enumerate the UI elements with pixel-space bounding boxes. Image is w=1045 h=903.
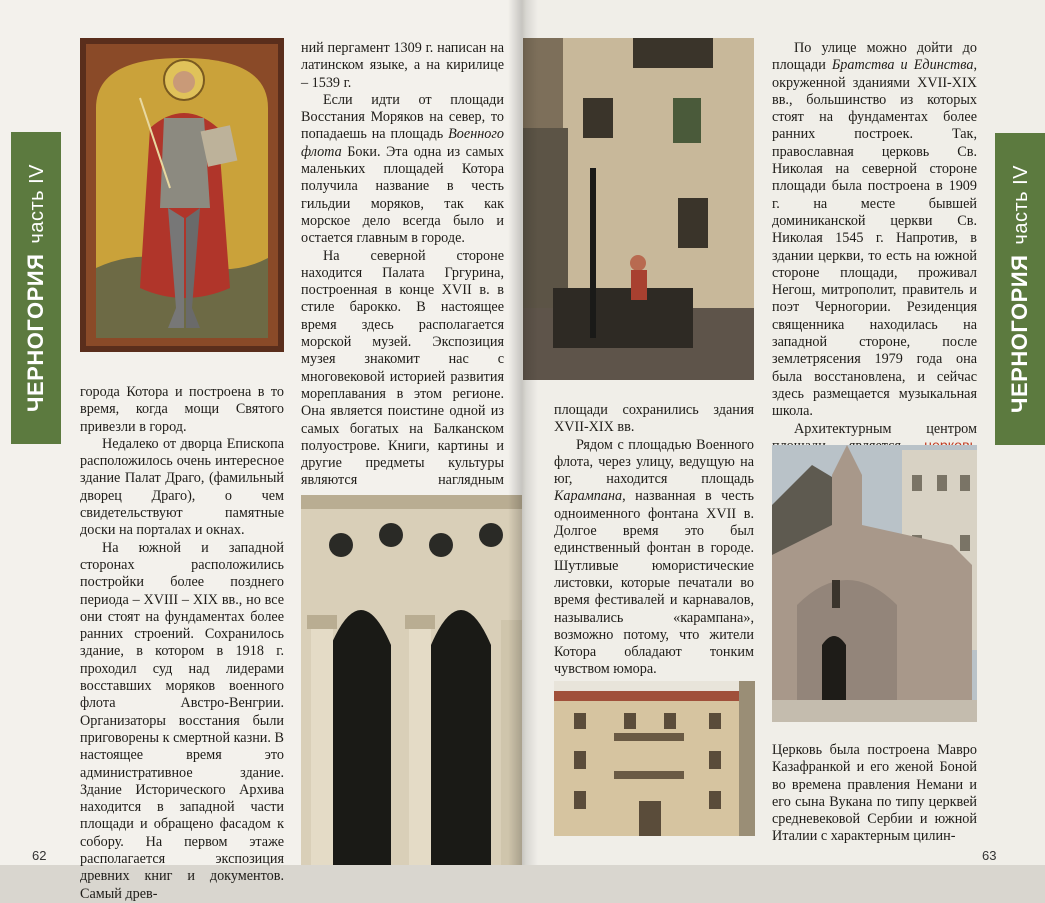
text-span: , окруженной зданиями XVII-XIX вв., большинство из которых стоят на фундаментах более ранних построек. Так, православная церковь Св. Николая на северной стороне площади была построена в 1909 г. на месте бывшей доминиканской церкви Св. Николая 1545 г. Напротив, в здании церкви, то есть на южной стороне площади, проживал Негош, митрополит, правитель и поэт Черногории. Резиденция священника находилась на западной стороне, после землетрясения 1979 года она была восстановлена, и сейчас здесь размещается музыкальная школа. [772, 57, 977, 420]
right-page [522, 0, 1045, 865]
place-name: Карампана [554, 488, 623, 505]
place-name: Военного флота [301, 126, 504, 160]
paragraph [301, 92, 504, 248]
tab-country-right: ЧЕРНОГОРИЯ [1007, 254, 1033, 413]
st-luke-church-photo [772, 445, 977, 722]
text-span: Рядом с площадью Военного флота, через улицу, ведущую на юг, находится площадь [554, 436, 754, 488]
text-span: , названная в честь одноименного фонтана XVII в. Долгое время это был единственный фонтан в городе. Шутливые юмористические листовки, которые печатали во время фестивалей и карнавалов, назывались «карампана», возможно потому, что жители Котора обладают тонким чувством юмора. [554, 488, 754, 678]
left-col2-text [301, 40, 504, 524]
section-tab-right [995, 133, 1045, 445]
gothic-window-photo [301, 495, 522, 865]
right-col3-text [772, 742, 977, 846]
palace-image [554, 681, 755, 836]
place-name: Братства и Единства [831, 57, 974, 74]
left-col1-text [80, 384, 284, 903]
tab-part-right: часть IV [1010, 165, 1033, 245]
text-span: Архитектурным центром [794, 420, 977, 437]
paragraph: Церковь была построена Мавро Казафранкой и его женой Боной во времена правления Немани и его сына Вукана по типу церквей средневековой Сербии и южной Италии с характерным цилин- [772, 742, 977, 845]
paragraph: Недалеко от дворца Епископа расположилось очень интересное здание Палат Драго, (фамильный дворец Драго), о чем свидетельствуют памятные доски на порталах и окнах. [80, 435, 284, 539]
section-tab-left [11, 132, 61, 444]
text-span: Если идти от площади Восстания Моряков на север, то попадаешь на площадь [301, 91, 504, 143]
fountain-street-image [523, 38, 754, 380]
tab-part-left: часть IV [26, 164, 49, 244]
paragraph [554, 437, 754, 679]
karampana-fountain-photo [523, 38, 754, 380]
tab-country-left: ЧЕРНОГОРИЯ [23, 253, 49, 412]
saint-icon-image [80, 38, 284, 352]
page-number-left: 62 [32, 848, 47, 863]
paragraph: На южной и западной сторонах расположились постройки более позднего периода – XVIII – XIX вв., но все они стоят на фундаментах более ранних строений. Сохранилось здание, в котором в 1918 г. проходил суд над лидерами восставших моряков военного флота Австро-Венгрии. Организаторы восстания были приговорены к смертной казни. В настоящее время это административное здание. Здание Исторического Архива находится в западной части площади и обращено фасадом к собору. На первом этаже располагается экспозиция древних книг и документов. Самый древ- [80, 539, 284, 902]
paragraph: На северной стороне находится Палата Гргурина, построенная в конце XVII в. в стиле барокко. В настоящее время здесь располагается морской музей. Экспозиция музея знакомит нас с многовековой историей развития мореплавания в этом регионе. Она является поистине одной из самых богатых на Балканском полуострове. Книги, картины и другие предметы культуры являются наглядным [301, 247, 504, 489]
left-page [0, 0, 522, 902]
grgurina-palace-photo [554, 681, 755, 836]
church-image [772, 445, 977, 722]
text-span: По улице можно дойти до площади [772, 40, 977, 74]
paragraph: ний пергамент 1309 г. написан на латинском языке, а на кирилице – 1539 г. [301, 40, 504, 91]
text-span: Боки. Эта одна из самых маленьких площадей Котора получила название в честь гильдии моряков, так как морское дело всегда было и остается главным в городе. [301, 143, 504, 247]
paragraph: города Котора и построена в то время, когда мощи Святого привезли в город. [80, 384, 284, 435]
saint-icon-painting [80, 38, 284, 352]
paragraph: площади сохранились здания XVII-XIX вв. [554, 402, 754, 436]
gothic-arcade-image [301, 495, 522, 865]
right-col1-text [554, 402, 754, 679]
page-number-right: 63 [982, 848, 997, 863]
paragraph [772, 40, 977, 421]
right-col2-text [772, 40, 977, 490]
